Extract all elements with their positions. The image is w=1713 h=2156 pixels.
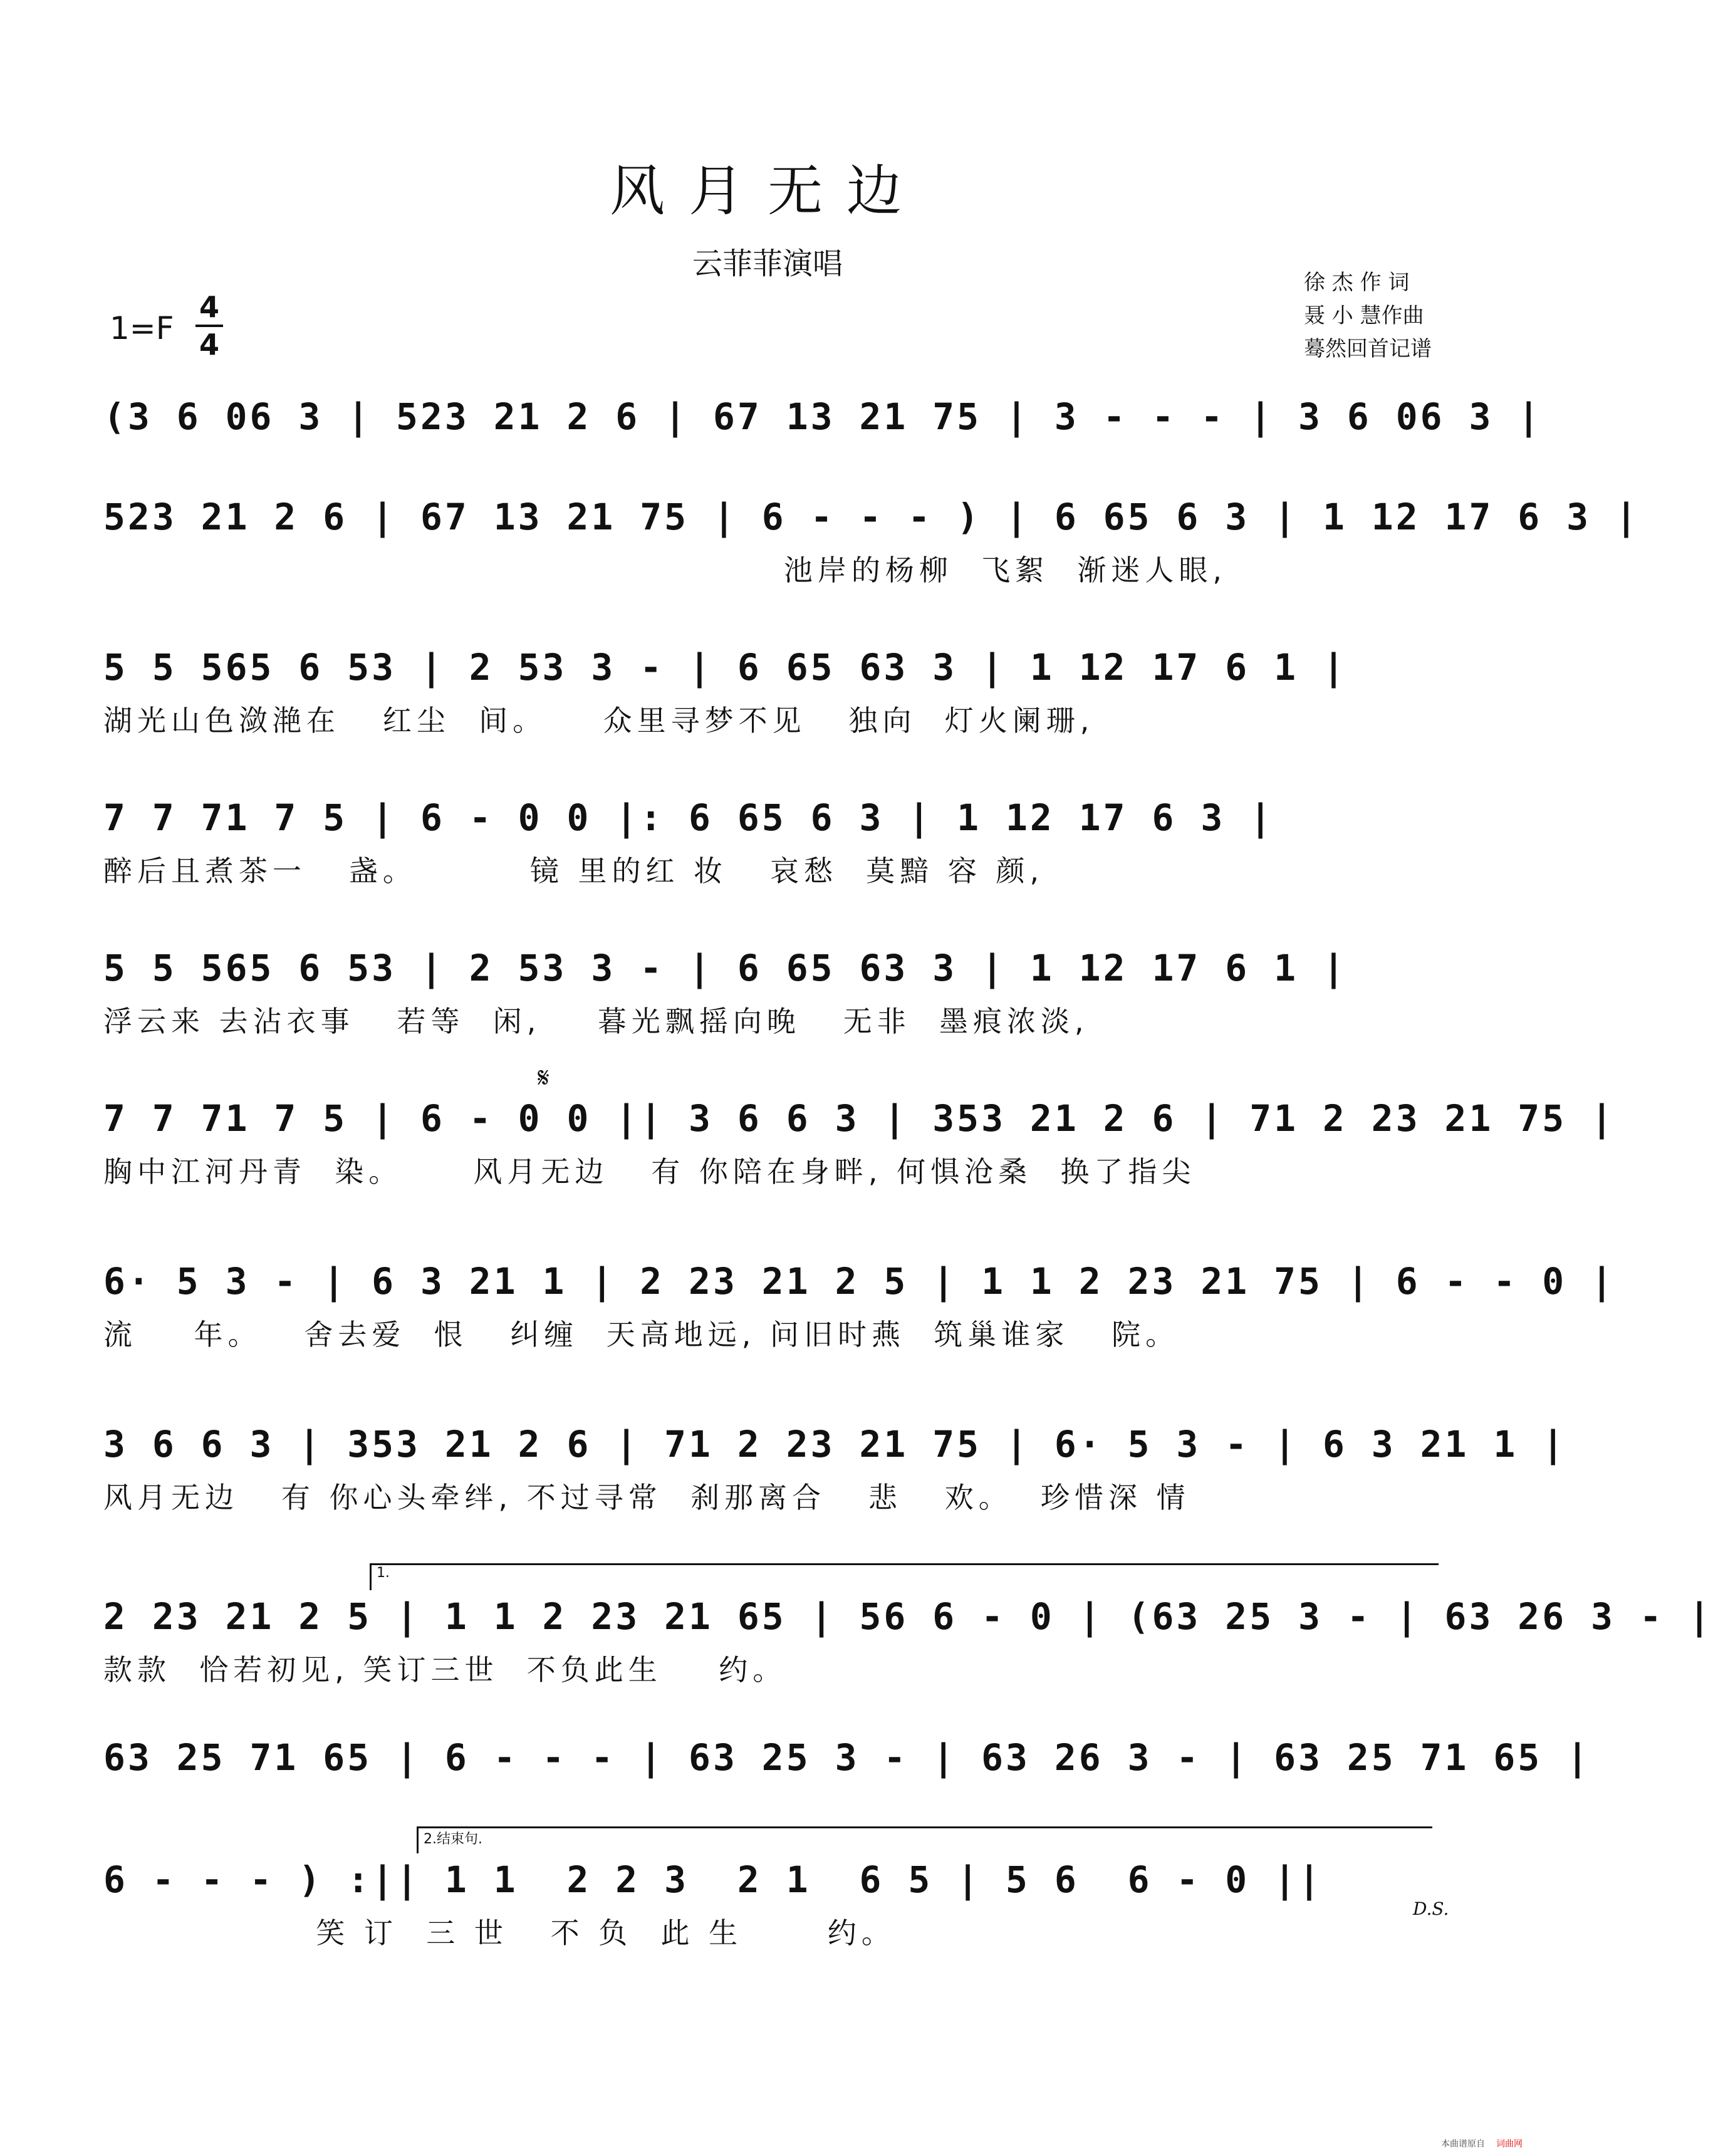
composer: 聂 小 慧作曲 <box>1304 303 1424 328</box>
lyrics: 浮云来 去沾衣事 若等 闲, 暮光飘摇向晚 无非 墨痕浓淡, <box>103 1004 1089 1038</box>
lyrics <box>103 448 1432 492</box>
lyrics: 池岸的杨柳 飞絮 渐迷人眼, <box>103 553 1227 587</box>
lyricist: 徐 杰 作 词 <box>1304 270 1410 295</box>
notes: (3 6 06 3 | 523 21 2 6 | 67 13 21 75 | 3 - - - | 3 6 06 3 | <box>103 395 1543 438</box>
volta-1: 1. <box>370 1563 1439 1590</box>
footer-site: 词曲网 <box>1496 2139 1523 2149</box>
notes: 2 23 21 2 5 | 1 1 2 23 21 65 | 56 6 - 0 | (63 25 3 - | 63 26 3 - | <box>103 1595 1713 1638</box>
notes: 63 25 71 65 | 6 - - - | 63 25 3 - | 63 26 3 - | 63 25 71 65 | <box>103 1736 1591 1779</box>
da-segno-mark: D.S. <box>1413 1898 1449 1919</box>
notes: 3 6 6 3 | 353 21 2 6 | 71 2 23 21 75 | 6· 5 3 - | 6 3 21 1 | <box>103 1423 1567 1466</box>
meter-top: 4 <box>199 290 219 324</box>
notes: 6· 5 3 - | 6 3 21 1 | 2 23 21 2 5 | 1 1 2 23 21 75 | 6 - - 0 | <box>103 1260 1615 1303</box>
segno-sign: 𝄋 <box>538 1062 549 1094</box>
footer-source: 本曲谱原自 <box>1441 2139 1485 2149</box>
notes: 6 - - - ) :|| 1 1 2 2 3 2 1 6 5 | 5 6 6 - 0 || <box>103 1858 1323 1901</box>
right-watermark-strip <box>1525 0 1534 2156</box>
notes: 7 7 71 7 5 | 6 - 0 0 |: 6 65 6 3 | 1 12 17 6 3 | <box>103 796 1274 839</box>
footer <box>1441 2137 1523 2150</box>
time-signature <box>195 289 223 362</box>
notes: 7 7 71 7 5 | 6 - 0 0 || 3 6 6 3 | 353 21 2 6 | 71 2 23 21 75 | <box>103 1097 1615 1140</box>
lyrics: 流 年。 舍去爱 恨 纠缠 天高地远, 问旧时燕 筑巢谁家 院。 <box>103 1318 1180 1351</box>
meter-bottom: 4 <box>195 325 223 362</box>
credits <box>1304 266 1432 366</box>
transcriber: 蓦然回首记谱 <box>1304 336 1432 362</box>
key-signature: 1=F <box>110 310 174 346</box>
left-watermark-strip <box>1 0 10 2156</box>
volta-2: 2.结束句. <box>417 1826 1432 1853</box>
song-title: 风月无边 <box>609 159 925 223</box>
notes: 5 5 565 6 53 | 2 53 3 - | 6 65 63 3 | 1 12 17 6 1 | <box>103 646 1347 689</box>
singer: 云菲菲演唱 <box>692 246 843 281</box>
lyrics: 风月无边 有 你心头牵绊, 不过寻常 刹那离合 悲 欢。 珍惜深 情 <box>103 1481 1190 1514</box>
lyrics: 笑 订 三 世 不 负 此 生 约。 <box>103 1916 895 1950</box>
notes: 5 5 565 6 53 | 2 53 3 - | 6 65 63 3 | 1 12 17 6 1 | <box>103 947 1347 989</box>
lyrics: 醉后且煮茶一 盏。 镜 里的红 妆 哀愁 莫黯 容 颜, <box>103 854 1044 888</box>
lyrics: 胸中江河丹青 染。 风月无边 有 你陪在身畔, 何惧沧桑 换了指尖 <box>103 1155 1196 1189</box>
lyrics: 湖光山色潋滟在 红尘 间。 众里寻梦不见 独向 灯火阑珊, <box>103 704 1095 737</box>
lyrics: 款款 恰若初见, 笑订三世 不负此生 约。 <box>103 1653 787 1687</box>
notes: 523 21 2 6 | 67 13 21 75 | 6 - - - ) | 6 65 6 3 | 1 12 17 6 3 | <box>103 496 1640 538</box>
